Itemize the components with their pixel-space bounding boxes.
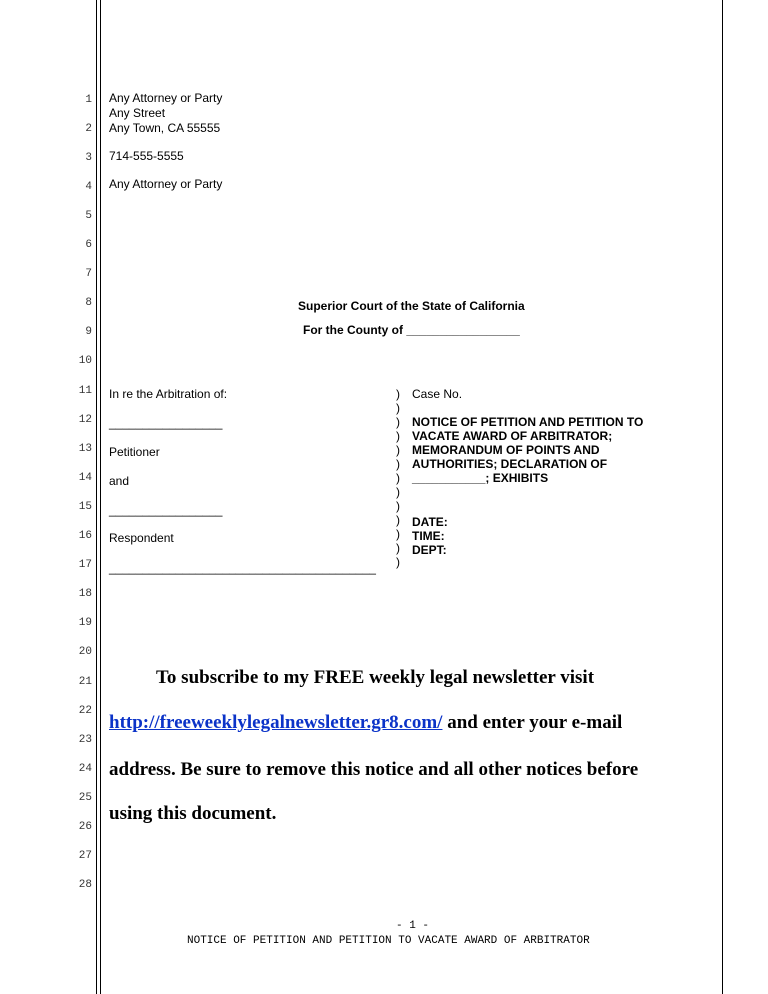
line-number: 25 (78, 792, 92, 804)
right-margin-rule (722, 0, 723, 994)
line-number: 2 (85, 123, 92, 135)
case-title-line: AUTHORITIES; DECLARATION OF (412, 457, 608, 471)
case-title-line: NOTICE OF PETITION AND PETITION TO (412, 415, 644, 429)
caption-matter: In re the Arbitration of: (109, 387, 228, 401)
line-number: 7 (85, 268, 92, 280)
line-number: 17 (78, 559, 92, 571)
line-number: 1 (85, 94, 92, 106)
line-number: 28 (78, 879, 92, 891)
paren: ) (396, 387, 400, 401)
attorney-name: Any Attorney or Party (109, 91, 223, 105)
hearing-dept: DEPT: (412, 543, 447, 557)
line-number: 9 (85, 326, 92, 338)
line-number: 18 (78, 588, 92, 600)
line-number: 11 (78, 385, 92, 397)
court-name: Superior Court of the State of California (298, 299, 525, 313)
hearing-time: TIME: (412, 529, 445, 543)
caption-petitioner: Petitioner (109, 445, 160, 459)
caption-blank-respondent: _________________ (109, 503, 223, 517)
notice-line-4: using this document. (109, 803, 277, 824)
notice-line-2-rest: and enter your e-mail (442, 712, 623, 733)
caption-blank-petitioner: _________________ (109, 416, 223, 430)
case-title-line: ___________; EXHIBITS (412, 471, 549, 485)
paren: ) (396, 527, 400, 541)
line-number: 26 (78, 821, 92, 833)
hearing-date: DATE: (412, 515, 448, 529)
line-number: 3 (85, 152, 92, 164)
line-number: 19 (78, 617, 92, 629)
notice-line-2 (109, 712, 622, 734)
case-number: Case No. (412, 387, 463, 401)
left-margin-rule-outer (96, 0, 97, 994)
line-number: 21 (78, 676, 92, 688)
attorney-city: Any Town, CA 55555 (109, 121, 221, 135)
line-number: 13 (78, 443, 92, 455)
line-number: 6 (85, 239, 92, 251)
caption-respondent: Respondent (109, 531, 174, 545)
line-number: 16 (78, 530, 92, 542)
paren: ) (396, 415, 400, 429)
paren: ) (396, 541, 400, 555)
line-number: 10 (78, 355, 92, 367)
newsletter-link[interactable]: http://freeweeklylegalnewsletter.gr8.com/ (109, 712, 443, 733)
footer-page-number: - 1 - (396, 920, 430, 932)
paren: ) (396, 429, 400, 443)
line-number: 5 (85, 210, 92, 222)
line-number: 23 (78, 734, 92, 746)
paren: ) (396, 471, 400, 485)
paren: ) (396, 457, 400, 471)
footer-title: NOTICE OF PETITION AND PETITION TO VACATE AWARD OF ARBITRATOR (187, 935, 590, 947)
paren: ) (396, 443, 400, 457)
notice-line-1: To subscribe to my FREE weekly legal newsletter visit (156, 667, 595, 688)
caption-and: and (109, 474, 130, 488)
line-number: 24 (78, 763, 92, 775)
notice-line-3: address. Be sure to remove this notice and all other notices before (109, 759, 639, 780)
attorney-phone: 714-555-5555 (109, 149, 184, 163)
line-number: 27 (78, 850, 92, 862)
caption-bottom-rule: ________________________________________ (109, 561, 376, 575)
court-county: For the County of _________________ (303, 323, 520, 337)
line-number: 15 (78, 501, 92, 513)
left-margin-rule-inner (100, 0, 101, 994)
line-number: 14 (78, 472, 92, 484)
case-title-line: VACATE AWARD OF ARBITRATOR; (412, 429, 613, 443)
line-number: 4 (85, 181, 92, 193)
paren: ) (396, 401, 400, 415)
attorney-for: Any Attorney or Party (109, 177, 223, 191)
line-number: 12 (78, 414, 92, 426)
paren: ) (396, 513, 400, 527)
paren: ) (396, 555, 400, 569)
case-title-line: MEMORANDUM OF POINTS AND (412, 443, 600, 457)
paren: ) (396, 499, 400, 513)
line-number: 8 (85, 297, 92, 309)
line-number: 22 (78, 705, 92, 717)
paren: ) (396, 485, 400, 499)
attorney-street: Any Street (109, 106, 166, 120)
line-number: 20 (78, 646, 92, 658)
